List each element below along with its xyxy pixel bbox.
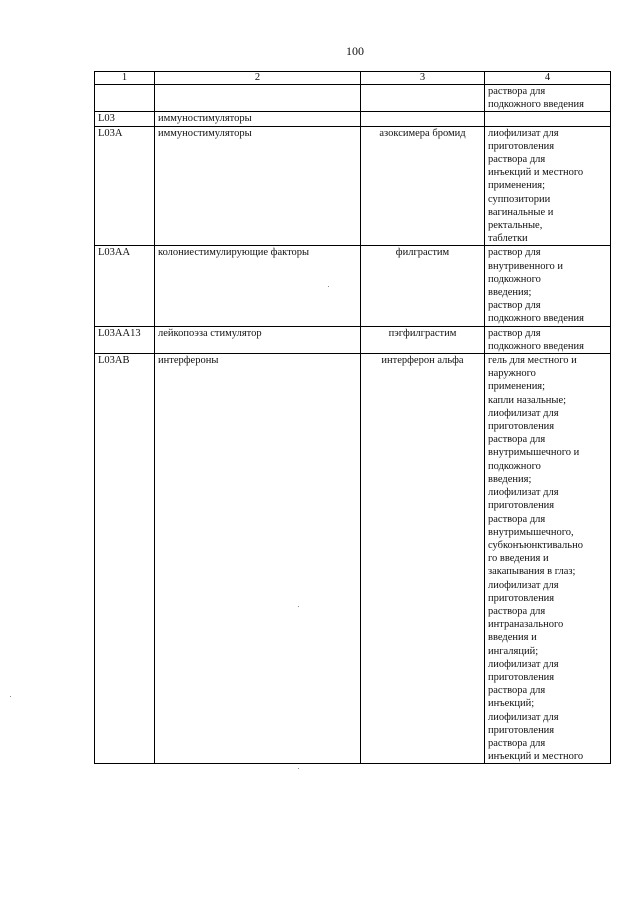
dosage-form-line: раствора для <box>488 154 546 166</box>
dosage-form-line: лиофилизат для <box>488 127 559 139</box>
atc-code-cell: L03AA <box>95 246 155 326</box>
column-header: 3 <box>361 72 485 85</box>
dosage-form-line: подкожного <box>488 273 541 285</box>
dosage-form-line: приготовления <box>488 671 555 683</box>
dosage-form-line: раствора для <box>488 86 546 97</box>
dosage-forms-cell <box>485 326 611 353</box>
dosage-form-line: приготовления <box>488 592 555 604</box>
inn-cell: пэгфилграстим <box>361 326 485 353</box>
inn-cell <box>361 112 485 126</box>
atc-code-cell: L03AA13 <box>95 326 155 353</box>
atc-code-cell: L03A <box>95 126 155 246</box>
dosage-form-line: лиофилизат для <box>488 407 559 419</box>
dosage-form-line: внутривенного и <box>488 260 563 272</box>
dosage-form-line: го введения и <box>488 553 549 565</box>
dosage-forms-cell <box>485 112 611 126</box>
dosage-form-line: раствора для <box>488 434 546 446</box>
dosage-form-line: капли назальные; <box>488 394 567 406</box>
dosage-form-line: применения; <box>488 381 546 393</box>
dosage-form-line: ректальные, <box>488 220 543 232</box>
dosage-forms-cell <box>485 85 611 112</box>
dosage-form-line: введения; <box>488 287 532 299</box>
inn-cell: филграстим <box>361 246 485 326</box>
group-name-cell: иммуностимуляторы <box>155 112 361 126</box>
dosage-form-line: введения; <box>488 473 532 485</box>
dosage-form-line: лиофилизат для <box>488 487 559 499</box>
group-name-cell <box>155 85 361 112</box>
table-row <box>95 112 611 126</box>
atc-code-cell: L03 <box>95 112 155 126</box>
dosage-form-line: раствора для <box>488 685 546 697</box>
dosage-form-line: подкожного введения <box>488 99 584 111</box>
table-row <box>95 126 611 246</box>
atc-code-cell <box>95 85 155 112</box>
dosage-forms-cell <box>485 354 611 764</box>
group-name-cell: иммуностимуляторы <box>155 126 361 246</box>
dosage-form-line: таблетки <box>488 233 528 245</box>
dosage-form-line: раствора для <box>488 605 546 617</box>
drug-table <box>94 71 611 764</box>
scan-speck <box>10 696 11 697</box>
dosage-form-line: внутримышечного, <box>488 526 574 538</box>
dosage-form-line: приготовления <box>488 140 555 152</box>
dosage-form-line: подкожного <box>488 460 541 472</box>
dosage-form-line: внутримышечного и <box>488 447 580 459</box>
dosage-form-line: субконъюнктивально <box>488 539 583 551</box>
dosage-forms-cell <box>485 126 611 246</box>
scan-speck <box>298 768 299 769</box>
dosage-form-line: вагинальные и <box>488 206 554 218</box>
inn-cell <box>361 85 485 112</box>
dosage-form-line: приготовления <box>488 421 555 433</box>
dosage-form-line: подкожного введения <box>488 313 584 325</box>
scan-speck <box>298 606 299 607</box>
table-header-row <box>95 72 611 85</box>
dosage-form-line: приготовления <box>488 724 555 736</box>
dosage-form-line: раствора для <box>488 513 546 525</box>
column-header: 2 <box>155 72 361 85</box>
dosage-form-line: закапывания в глаз; <box>488 566 576 578</box>
group-name-cell: лейкопоэза стимулятор <box>155 326 361 353</box>
table-row <box>95 326 611 353</box>
inn-cell: азоксимера бромид <box>361 126 485 246</box>
dosage-form-line: введения и <box>488 632 537 644</box>
atc-code-cell: L03AB <box>95 354 155 764</box>
group-name-cell: колониестимулирующие факторы <box>155 246 361 326</box>
inn-cell: интерферон альфа <box>361 354 485 764</box>
dosage-form-line: раствор для <box>488 247 541 259</box>
dosage-form-line: применения; <box>488 180 546 192</box>
table-body <box>95 85 611 764</box>
table-row <box>95 354 611 764</box>
scan-speck <box>328 286 329 287</box>
table-row <box>95 85 611 112</box>
dosage-form-line: раствора для <box>488 737 546 749</box>
dosage-form-line: инъекций; <box>488 698 535 710</box>
dosage-form-line: ингаляций; <box>488 645 539 657</box>
page-number: 100 <box>346 44 364 58</box>
group-name-cell: интерфероны <box>155 354 361 764</box>
dosage-form-line: раствор для <box>488 327 541 339</box>
column-header: 1 <box>95 72 155 85</box>
dosage-form-line: суппозитории <box>488 193 551 205</box>
dosage-form-line: подкожного введения <box>488 340 584 352</box>
dosage-form-line: интраназального <box>488 619 564 631</box>
dosage-form-line: лиофилизат для <box>488 579 559 591</box>
dosage-form-line: приготовления <box>488 500 555 512</box>
dosage-form-line: гель для местного и <box>488 355 577 367</box>
column-header: 4 <box>485 72 611 85</box>
dosage-form-line: инъекций и местного <box>488 167 584 179</box>
dosage-form-line: инъекций и местного <box>488 751 584 763</box>
dosage-form-line: лиофилизат для <box>488 711 559 723</box>
dosage-form-line: наружного <box>488 368 536 380</box>
dosage-form-line: раствор для <box>488 300 541 312</box>
dosage-forms-cell <box>485 246 611 326</box>
table-row <box>95 246 611 326</box>
dosage-form-line: лиофилизат для <box>488 658 559 670</box>
